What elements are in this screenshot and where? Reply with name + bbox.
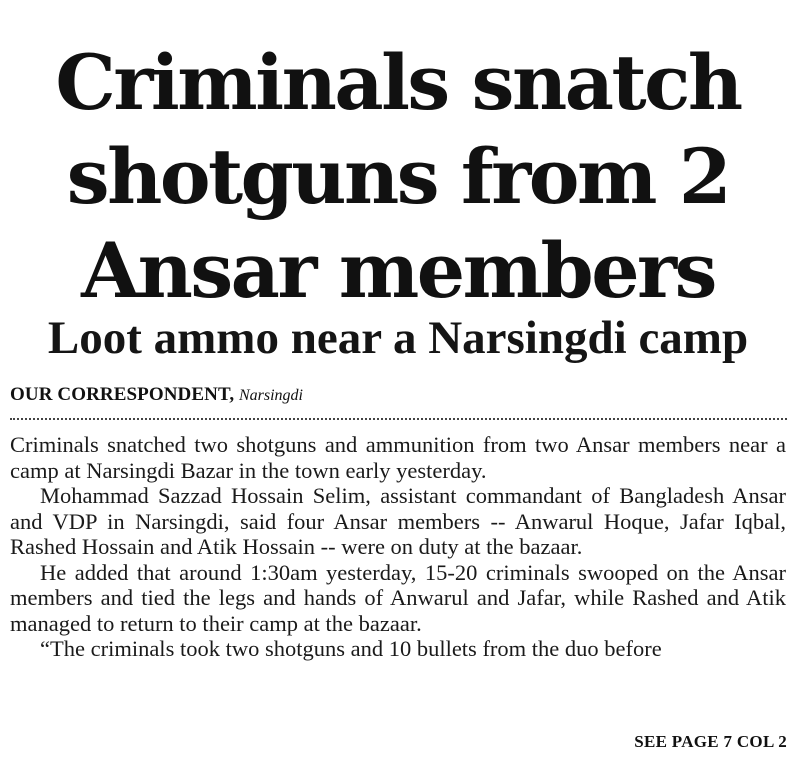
headline-line-2: shotguns from 2 — [66, 132, 730, 221]
headline — [8, 36, 788, 318]
dotted-divider — [10, 418, 787, 420]
article-paragraph: “The criminals took two shotguns and 10 bullets from the duo before — [40, 636, 662, 661]
headline-line-3: Ansar members — [81, 226, 715, 315]
article-body — [10, 432, 786, 662]
article-paragraph: He added that around 1:30am yesterday, 15-20 criminals swooped on the Ansar members and tied the legs and hands of Anwarul and Jafar, while Rashed and Atik managed to return to their camp at the bazaar. — [10, 559, 786, 636]
continuation-jump-line: SEE PAGE 7 COL 2 — [634, 732, 787, 751]
byline-place: Narsingdi — [238, 387, 303, 404]
byline — [10, 384, 303, 407]
byline-author: OUR CORRESPONDENT, — [10, 384, 235, 405]
article-paragraph: Mohammad Sazzad Hossain Selim, assistant commandant of Bangladesh Ansar and VDP in Narsingdi, said four Ansar members -- Anwarul Hoque, Jafar Iqbal, Rashed Hossain and Atik Hossain -- were on duty at the bazaar. — [10, 483, 786, 559]
headline-line-1: Criminals snatch — [55, 38, 741, 127]
article-paragraph: Criminals snatched two shotguns and ammunition from two Ansar members near a camp at Narsingdi Bazar in the town early yesterday. — [10, 432, 786, 483]
subheadline: Loot ammo near a Narsingdi camp — [47, 312, 749, 364]
